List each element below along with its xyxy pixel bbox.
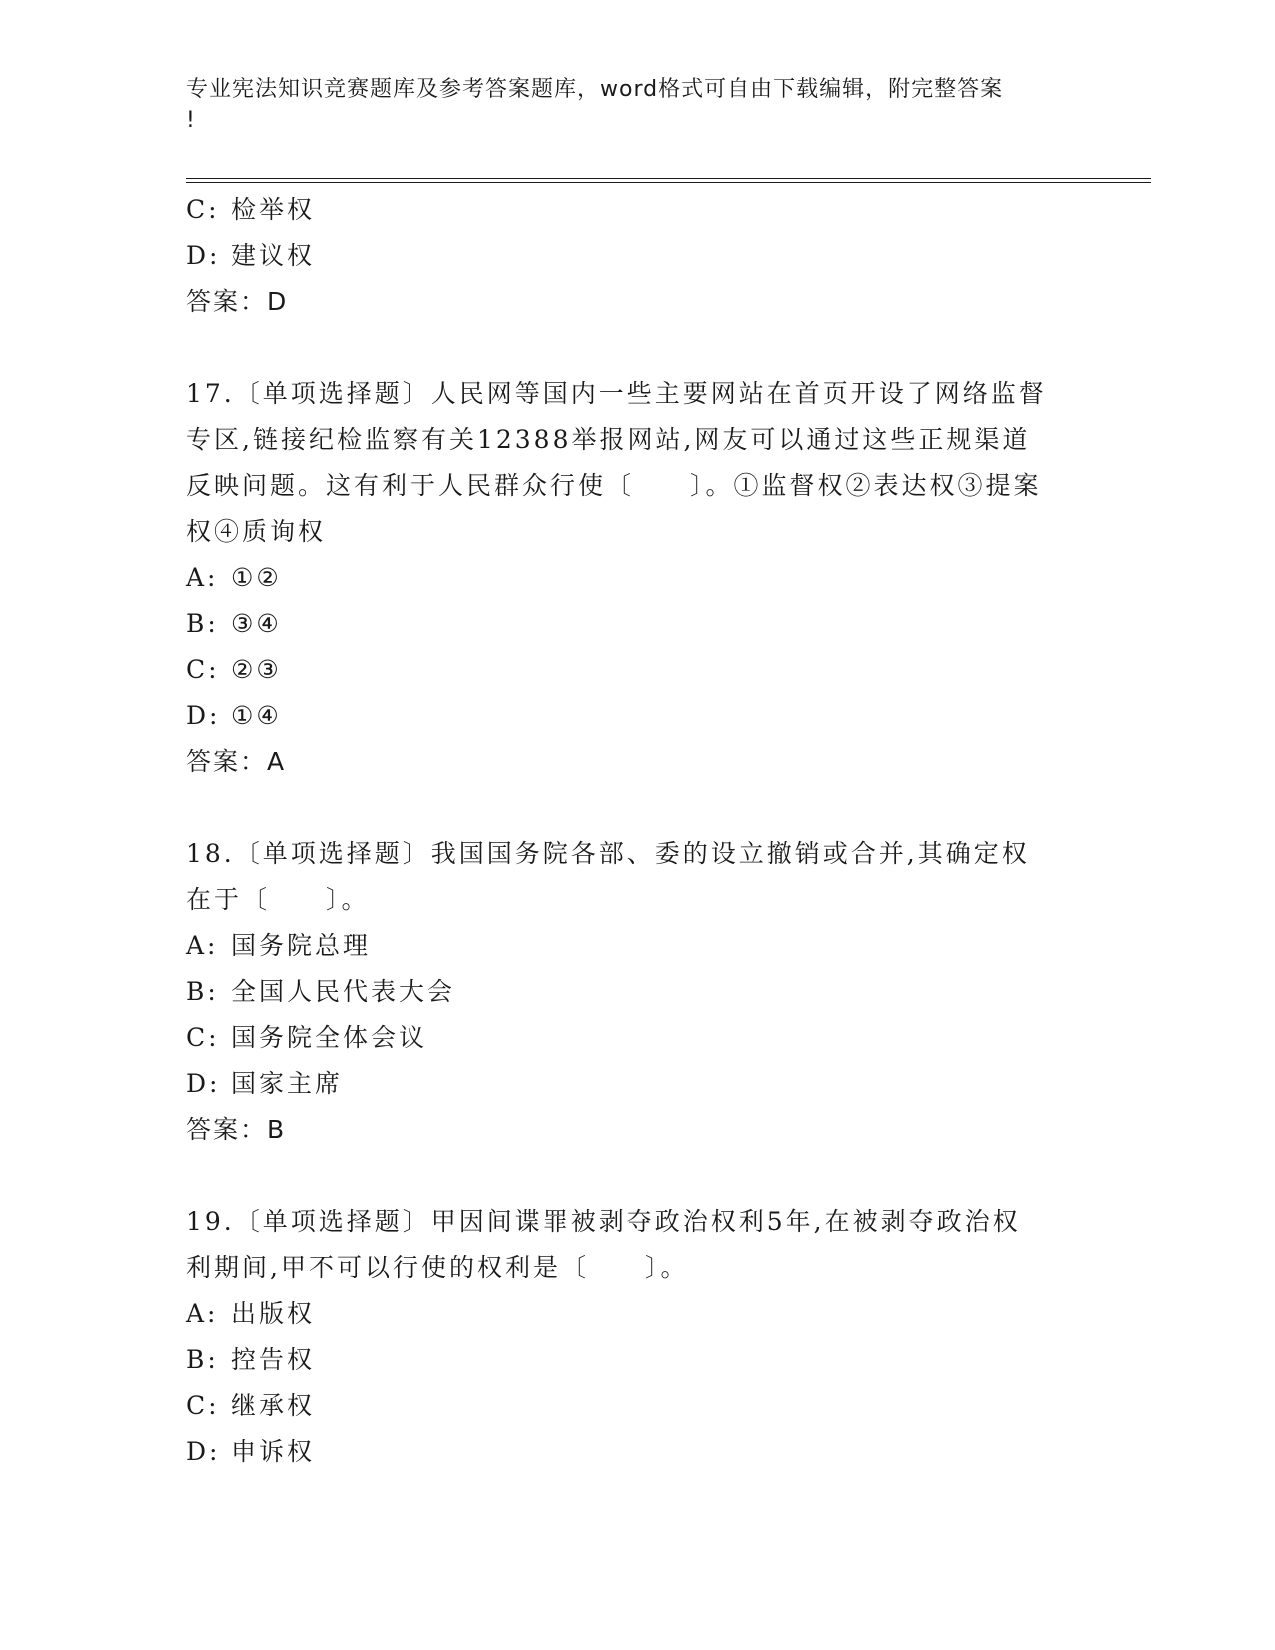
- question-content: [186, 187, 1106, 1475]
- answer: 答案：A: [186, 747, 287, 776]
- option-text: 继承权: [231, 1391, 316, 1420]
- option-text: 检举权: [231, 195, 316, 224]
- option: [186, 693, 1106, 739]
- option-key: B:: [186, 1345, 219, 1374]
- option-text: ①②: [231, 563, 282, 592]
- question-text: 利期间,甲不可以行使的权利是〔 〕。: [186, 1253, 689, 1282]
- option: [186, 1061, 1106, 1107]
- question-text: 18.〔单项选择题〕我国国务院各部、委的设立撤销或合并,其确定权: [186, 839, 1030, 868]
- option-text: 国务院全体会议: [231, 1023, 428, 1052]
- option: [186, 555, 1106, 601]
- question-text: 17.〔单项选择题〕人民网等国内一些主要网站在首页开设了网络监督: [186, 379, 1047, 408]
- option-text: 国家主席: [231, 1069, 344, 1098]
- question-text: 在于〔 〕。: [186, 885, 370, 914]
- header-rule-bottom: [186, 182, 1151, 183]
- option: [186, 1383, 1106, 1429]
- option-text: 申诉权: [231, 1437, 316, 1466]
- option-key: A:: [186, 563, 219, 592]
- option-key: B:: [186, 977, 219, 1006]
- option-text: 国务院总理: [231, 931, 372, 960]
- header-rule-top: [186, 178, 1151, 179]
- question-text: 反映问题。这有利于人民群众行使〔 〕。①监督权②表达权③提案: [186, 471, 1042, 500]
- header-title: 专业宪法知识竞赛题库及参考答案题库，word格式可自由下载编辑，附完整答案: [186, 77, 1004, 102]
- answer: 答案：D: [186, 287, 289, 316]
- answer: 答案：B: [186, 1115, 287, 1144]
- option-key: D:: [186, 1069, 221, 1098]
- option: [186, 1015, 1106, 1061]
- header-title-end: !: [186, 108, 196, 133]
- option: [186, 187, 1106, 233]
- option-text: 出版权: [231, 1299, 316, 1328]
- option-text: 建议权: [231, 241, 316, 270]
- option-key: A:: [186, 931, 219, 960]
- option-key: C:: [186, 1023, 220, 1052]
- option: [186, 233, 1106, 279]
- option: [186, 601, 1106, 647]
- option: [186, 1429, 1106, 1475]
- option-text: 控告权: [231, 1345, 316, 1374]
- option-text: ①④: [231, 701, 282, 730]
- option-key: C:: [186, 195, 220, 224]
- option-key: B:: [186, 609, 219, 638]
- question-text: 权④质询权: [186, 517, 327, 546]
- option-key: C:: [186, 1391, 220, 1420]
- option: [186, 1337, 1106, 1383]
- question-text: 19.〔单项选择题〕甲因间谍罪被剥夺政治权利5年,在被剥夺政治权: [186, 1207, 1021, 1236]
- option-key: D:: [186, 701, 221, 730]
- option-key: A:: [186, 1299, 219, 1328]
- option-text: ③④: [231, 609, 282, 638]
- option-key: D:: [186, 1437, 221, 1466]
- option-text: 全国人民代表大会: [231, 977, 456, 1006]
- option: [186, 1291, 1106, 1337]
- option-key: C:: [186, 655, 220, 684]
- option-key: D:: [186, 241, 221, 270]
- option-text: ②③: [231, 655, 282, 684]
- option: [186, 647, 1106, 693]
- option: [186, 969, 1106, 1015]
- option: [186, 923, 1106, 969]
- question-text: 专区,链接纪检监察有关12388举报网站,网友可以通过这些正规渠道: [186, 425, 1031, 454]
- page-header: [186, 74, 1066, 136]
